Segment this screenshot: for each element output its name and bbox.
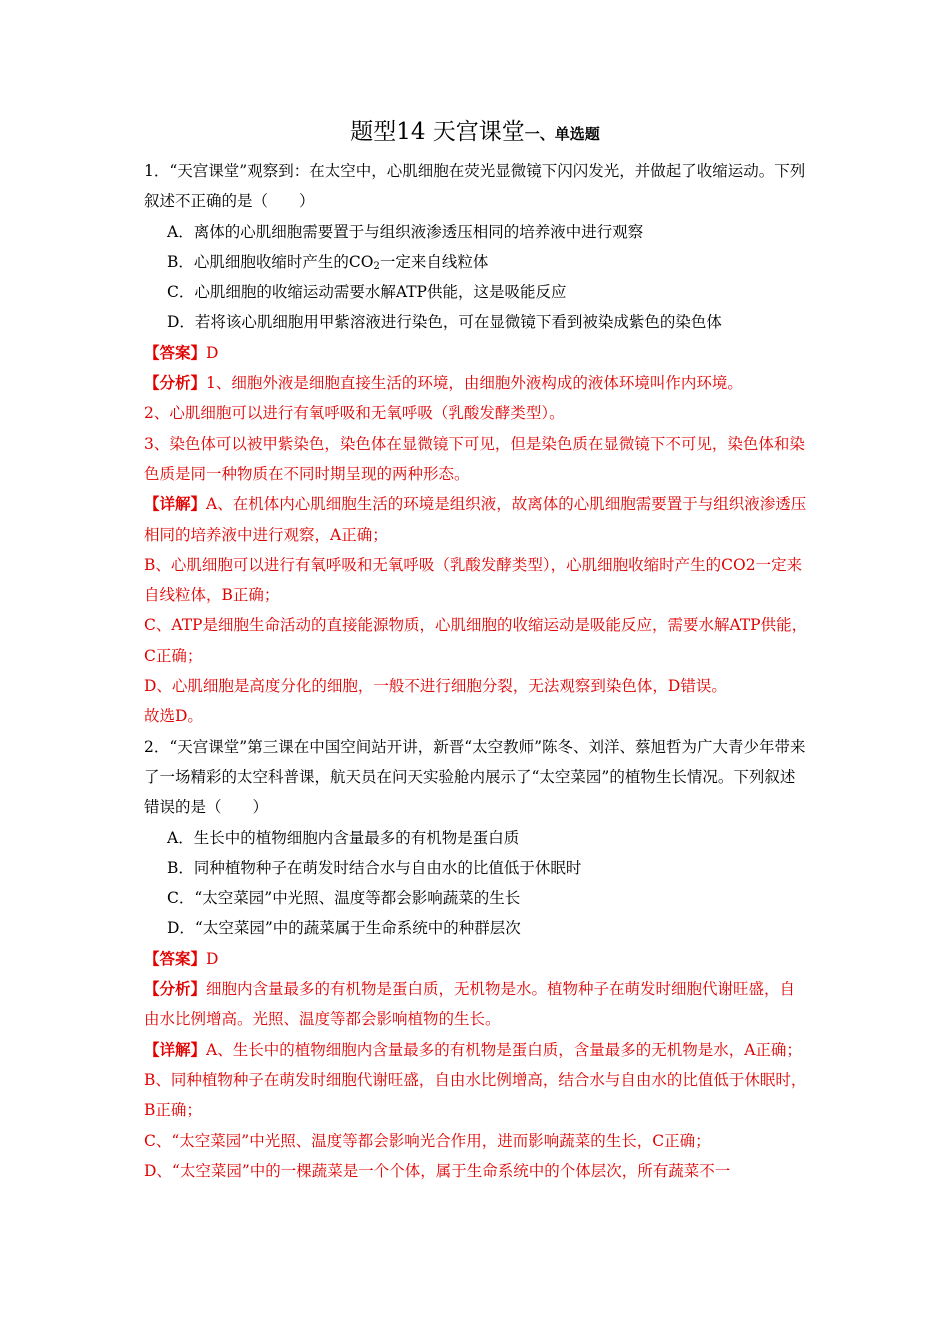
answer-value: D: [206, 949, 219, 968]
question-1-option-c: C．心肌细胞的收缩运动需要水解ATP供能，这是吸能反应: [167, 283, 567, 302]
question-1-option-a: A．离体的心肌细胞需要置于与组织液渗透压相同的培养液中进行观察: [167, 222, 644, 241]
option-b-text-start: B．心肌细胞收缩时产生的CO: [167, 252, 374, 271]
analysis-text: 1、细胞外液是细胞直接生活的环境，由细胞外液构成的液体环境叫作内环境。: [206, 374, 743, 393]
question-1-detail-b: B、心肌细胞可以进行有氧呼吸和无氧呼吸（乳酸发酵类型），心肌细胞收缩时产生的CO2一定来自线粒体，B正确；: [144, 555, 803, 605]
question-2-option-a: A．生长中的植物细胞内含量最多的有机物是蛋白质: [167, 828, 520, 847]
question-2-option-b: B．同种植物种子在萌发时结合水与自由水的比值低于休眠时: [167, 858, 582, 877]
detail-tag: 【详解】: [144, 494, 207, 514]
analysis-tag: 【分析】: [144, 979, 207, 999]
question-2-detail-d: D、“太空菜园”中的一棵蔬菜是一个个体，属于生命系统中的个体层次，所有蔬菜不一: [144, 1161, 731, 1180]
question-2-option-d: D．“太空菜园”中的蔬菜属于生命系统中的种群层次: [167, 919, 521, 938]
answer-tag: 【答案】: [144, 948, 207, 968]
question-2-analysis: [144, 974, 810, 1035]
answer-tag: 【答案】: [144, 342, 207, 362]
co2-subscript: 2: [373, 260, 380, 272]
question-2-answer: [144, 944, 810, 974]
question-2-detail-c: C、“太空菜园”中光照、温度等都会影响光合作用，进而影响蔬菜的生长，C正确；: [144, 1131, 711, 1150]
detail-tag: 【详解】: [144, 1039, 207, 1059]
question-1-stem: 1．“天宫课堂”观察到：在太空中，心肌细胞在荧光显微镜下闪闪发光，并做起了收缩运动。下列叙述不正确的是（ ）: [144, 162, 806, 211]
title-main: 题型14 天宫课堂: [350, 119, 525, 145]
detail-text: A、生长中的植物细胞内含量最多的有机物是蛋白质，含量最多的无机物是水，A正确；: [206, 1040, 802, 1059]
question-1-detail-d: D、心肌细胞是高度分化的细胞，一般不进行细胞分裂，无法观察到染色体，D错误。: [144, 677, 727, 696]
option-b-text-end: 一定来自线粒体: [379, 252, 489, 271]
question-1-detail-c: C、ATP是细胞生命活动的直接能源物质，心肌细胞的收缩运动是吸能反应，需要水解ATP供能，C正确；: [144, 616, 808, 665]
question-2-stem: 2．“天宫课堂”第三课在中国空间站开讲，新晋“太空教师”陈冬、刘洋、蔡旭哲为广大青少年带来了一场精彩的太空科普课，航天员在问天实验舱内展示了“太空菜园”的植物生长情况。下列叙述错误的是（ ）: [144, 737, 806, 817]
question-1-option-b: [144, 247, 810, 277]
content: [144, 156, 810, 1186]
question-2-detail-a: [144, 1035, 810, 1065]
analysis-tag: 【分析】: [144, 373, 207, 393]
question-2-detail-b: B、同种植物种子在萌发时细胞代谢旺盛，自由水比例增高，结合水与自由水的比值低于休眠时，B正确；: [144, 1070, 807, 1120]
answer-value: D: [206, 343, 219, 362]
question-1-detail-a: [144, 489, 810, 550]
question-1-analysis-3: 3、染色体可以被甲紫染色，染色体在显微镜下可见，但是染色质在显微镜下不可见，染色体和染色质是同一种物质在不同时期呈现的两种形态。: [144, 434, 805, 483]
section-heading: 一、单选题: [524, 125, 600, 143]
question-1-conclusion: 故选D。: [144, 707, 203, 726]
question-1-answer: [144, 338, 810, 368]
question-2-option-c: C．“太空菜园”中光照、温度等都会影响蔬菜的生长: [167, 889, 521, 908]
detail-text: A、在机体内心肌细胞生活的环境是组织液，故离体的心肌细胞需要置于与组织液渗透压相同的培养液中进行观察，A正确；: [144, 495, 807, 544]
question-1-option-d: D．若将该心肌细胞用甲紫溶液进行染色，可在显微镜下看到被染成紫色的染色体: [167, 313, 722, 332]
question-1-analysis-2: 2、心肌细胞可以进行有氧呼吸和无氧呼吸（乳酸发酵类型）。: [144, 404, 565, 423]
analysis-text: 细胞内含量最多的有机物是蛋白质，无机物是水。植物种子在萌发时细胞代谢旺盛，自由水比例增高。光照、温度等都会影响植物的生长。: [144, 980, 796, 1029]
page-title: [0, 116, 950, 150]
question-1-analysis-1: [144, 368, 810, 398]
